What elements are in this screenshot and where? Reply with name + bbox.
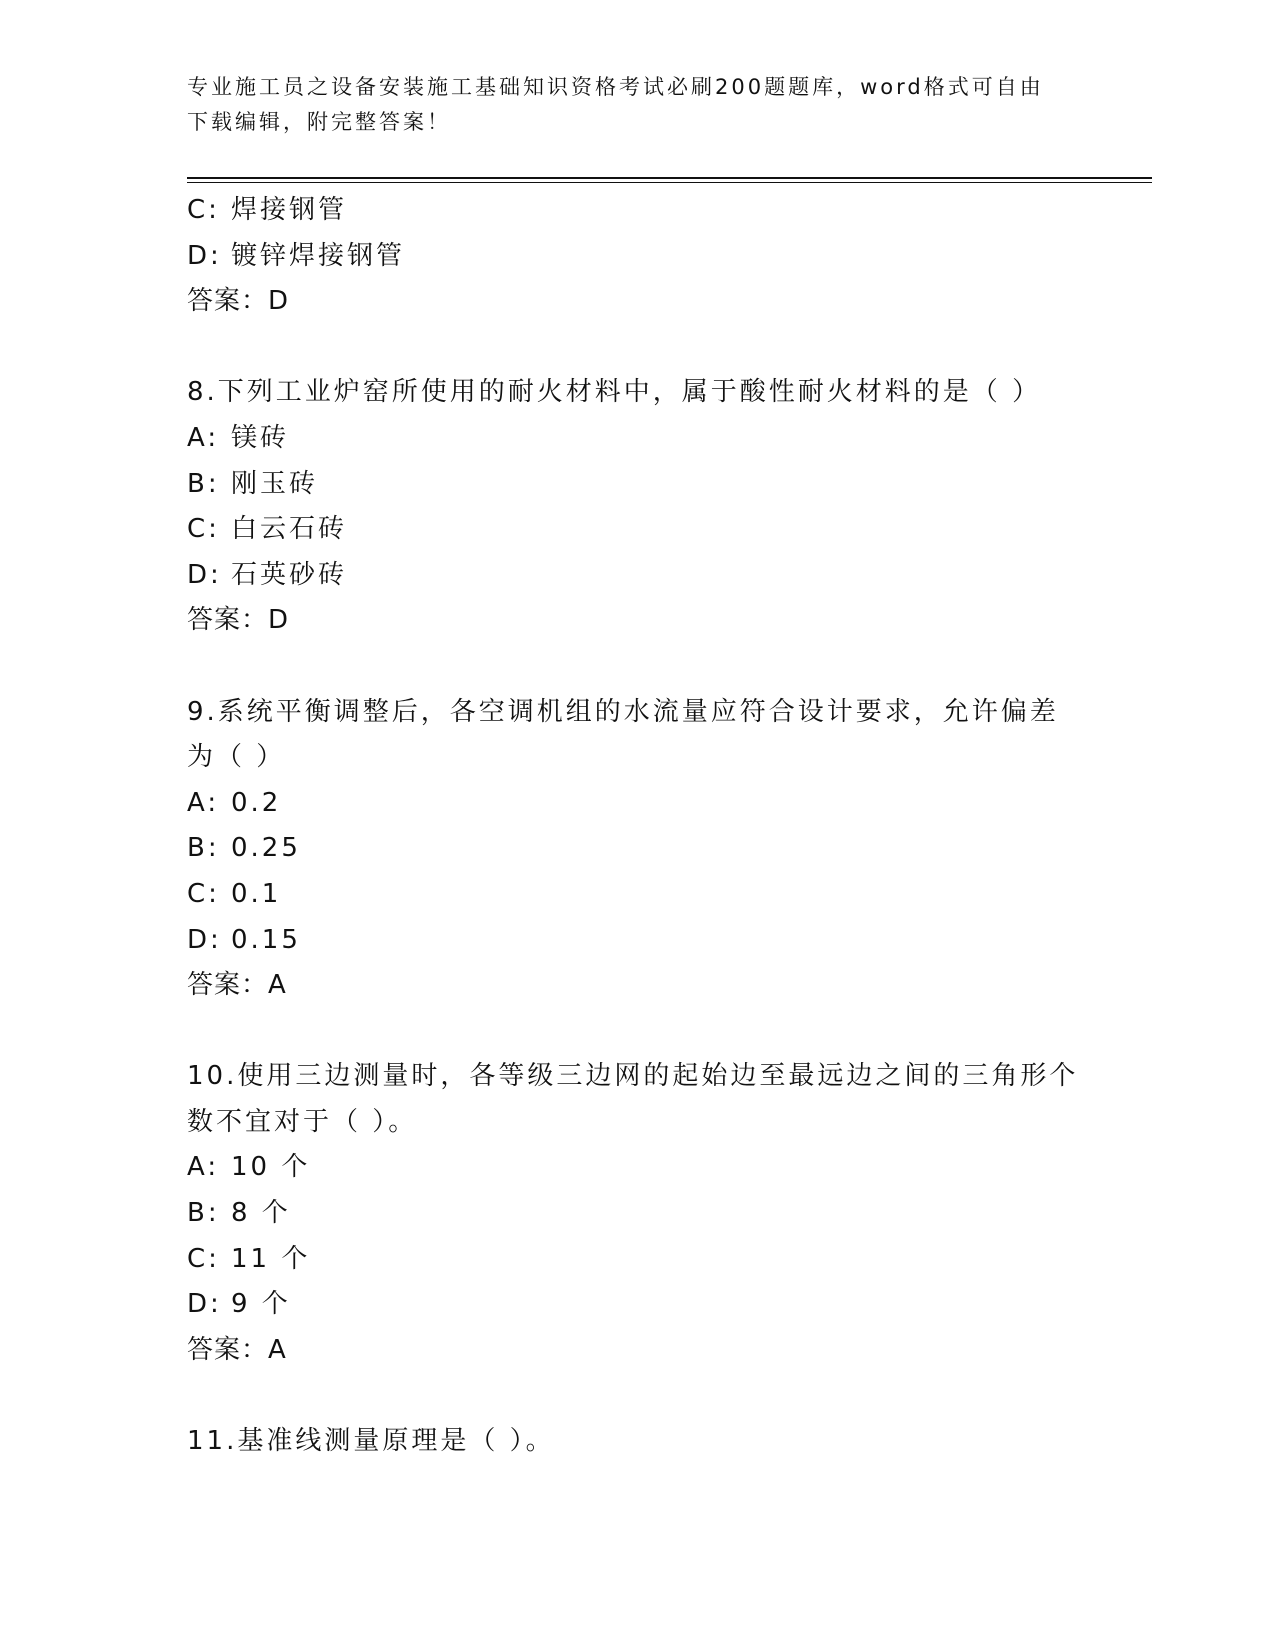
question-11 [187,1419,1087,1465]
option-text: 0.25 [231,833,301,864]
option-text: 镀锌焊接钢管 [231,240,406,271]
option-label: A: [187,787,220,818]
question-9 [187,690,1087,1009]
option-label: D: [187,559,222,590]
answer-line: 答案：A [187,1334,287,1365]
spacer [187,325,1087,371]
option-a [187,1145,1087,1191]
option-d [187,918,1087,964]
option-d [187,1282,1087,1328]
header-line-2: 下载编辑，附完整答案！ [187,110,451,134]
header-rule-thick [187,177,1152,179]
document-header [187,70,1067,140]
option-label: A: [187,1152,220,1183]
option-text: 0.15 [231,924,301,955]
question-list [187,188,1087,1465]
option-b [187,1191,1087,1237]
option-text: 0.1 [231,878,282,909]
question-8 [187,370,1087,644]
option-label: D: [187,1289,222,1320]
option-text: 石英砂砖 [231,559,348,590]
option-text: 镁砖 [231,422,290,453]
option-text: 8 个 [231,1198,291,1229]
answer-line: 答案：D [187,286,290,317]
option-text: 刚玉砖 [231,468,319,499]
question-stem: 9.系统平衡调整后，各空调机组的水流量应符合设计要求，允许偏差 [187,696,1059,727]
option-label: D: [187,240,222,271]
option-b [187,826,1087,872]
option-d [187,234,1087,280]
question-partial [187,188,1087,325]
question-stem: 10.使用三边测量时，各等级三边网的起始边至最远边之间的三角形个 [187,1061,1079,1092]
option-text: 0.2 [231,787,282,818]
spacer [187,1009,1087,1055]
option-c [187,872,1087,918]
header-rule-thin [187,182,1152,183]
spacer [187,644,1087,690]
question-10 [187,1054,1087,1373]
question-stem: 8.下列工业炉窑所使用的耐火材料中，属于酸性耐火材料的是（ ） [187,377,1042,408]
header-line-1: 专业施工员之设备安装施工基础知识资格考试必刷200题题库，word格式可自由 [187,75,1044,99]
option-label: C: [187,878,220,909]
option-d [187,553,1087,599]
option-a [187,416,1087,462]
option-label: C: [187,514,220,545]
option-b [187,462,1087,508]
option-label: C: [187,195,220,225]
option-text: 焊接钢管 [231,195,348,225]
option-c [187,507,1087,553]
answer-line: 答案：A [187,970,287,1001]
option-text: 10 个 [231,1152,311,1183]
option-c [187,188,1087,234]
option-label: D: [187,924,222,955]
spacer [187,1373,1087,1419]
question-stem: 11.基准线测量原理是（ ）。 [187,1426,555,1457]
answer-line: 答案：D [187,605,290,636]
option-label: B: [187,1198,220,1229]
option-a [187,781,1087,827]
question-stem-continued: 为（ ） [187,742,286,773]
option-text: 白云石砖 [231,514,348,545]
option-c [187,1237,1087,1283]
option-label: A: [187,422,220,453]
option-label: C: [187,1243,220,1274]
option-label: B: [187,468,220,499]
option-text: 11 个 [231,1243,311,1274]
option-text: 9 个 [231,1289,291,1320]
question-stem-continued: 数不宜对于（ ）。 [187,1106,418,1137]
option-label: B: [187,833,220,864]
